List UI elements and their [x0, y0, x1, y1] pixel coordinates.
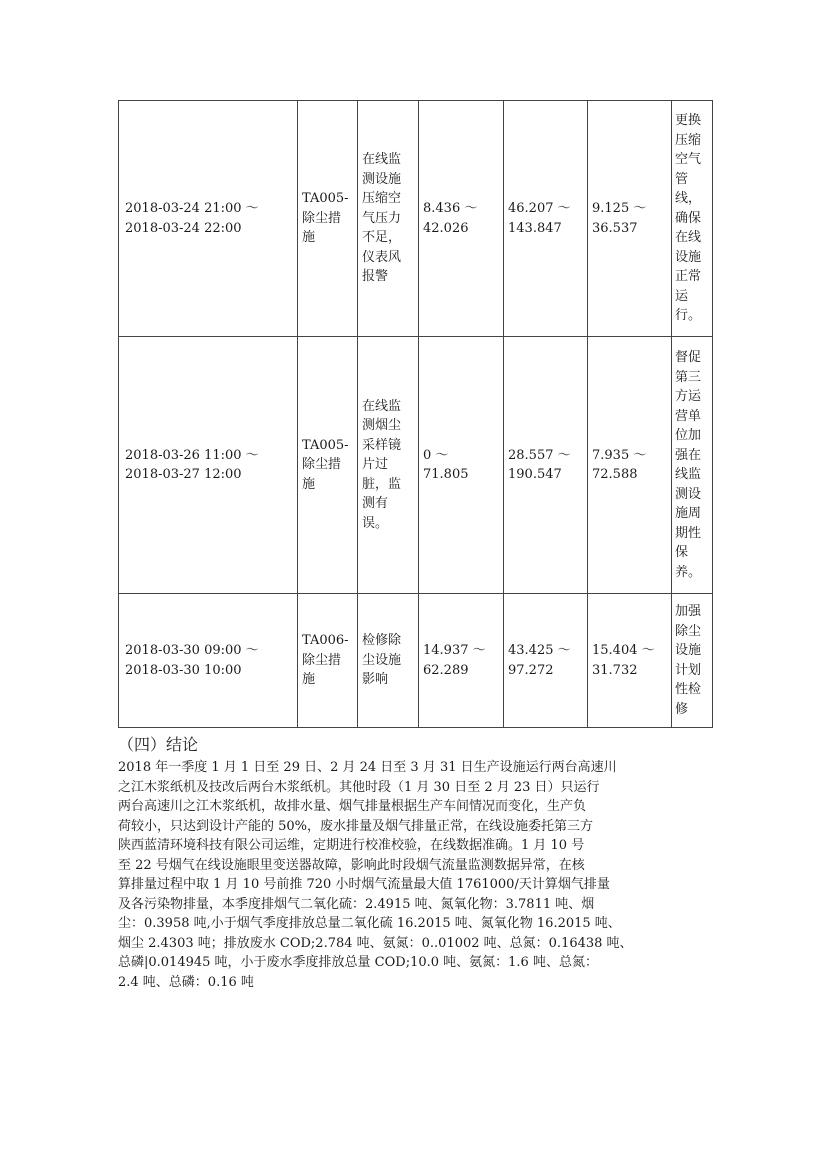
paragraph-line: 及各污染物排量，本季度排烟气二氧化硫：2.4915 吨、氮氧化物：3.7811 吨、烟 — [118, 896, 595, 912]
value1-cell: 0 ～ 71.805 — [419, 337, 504, 594]
measure-cell: 督促 第三 方运 营单 位加 强在 线监 测设 施周 期性 保 养。 — [672, 337, 713, 594]
paragraph-line: 陕西蓝清环境科技有限公司运维，定期进行校准校验，在线数据准确。1 月 10 号 — [118, 838, 585, 853]
measure-cell: 更换 压缩 空气 管 线， 确保 在线 设施 正常 运 行。 — [672, 101, 713, 337]
exception-records-table — [118, 100, 713, 728]
paragraph-line: 2018 年一季度 1 月 1 日至 29 日、2 月 24 日至 3 月 31 日生产设施运行两台高速川 — [118, 760, 617, 775]
facility-cell: TA006- 除尘措 施 — [298, 594, 358, 728]
value1-cell: 8.436 ～ 42.026 — [419, 101, 504, 337]
paragraph-line: 两台高速川之江木浆纸机，故排水量、烟气排量根据生产车间情况而变化，生产负 — [118, 799, 587, 814]
paragraph-line: 尘：0.3958 吨,小于烟气季度排放总量二氧化硫 16.2015 吨、氮氧化物 16.2015 吨、 — [118, 916, 621, 931]
value1-cell: 14.937 ～ 62.289 — [419, 594, 504, 728]
conclusion-paragraph — [118, 758, 710, 992]
table-row — [119, 594, 713, 728]
paragraph-line: 荷较小，只达到设计产能的 50%，废水排量及烟气排量正常，在线设施委托第三方 — [118, 818, 594, 834]
period-cell: 2018-03-26 11:00 ～ 2018-03-27 12:00 — [119, 337, 298, 594]
value2-cell: 28.557 ～ 190.547 — [504, 337, 588, 594]
reason-cell: 在线监 测设施 压缩空 气压力 不足， 仪表风 报警 — [358, 101, 419, 337]
value3-cell: 7.935 ～ 72.588 — [588, 337, 672, 594]
table-row — [119, 337, 713, 594]
reason-cell: 在线监 测烟尘 采样镜 片过 脏，监 测有 误。 — [358, 337, 419, 594]
table-row — [119, 101, 713, 337]
period-cell: 2018-03-24 21:00 ～ 2018-03-24 22:00 — [119, 101, 298, 337]
section-heading: （四）结论 — [118, 735, 199, 754]
value3-cell: 9.125 ～ 36.537 — [588, 101, 672, 337]
paragraph-line: 算排量过程中取 1 月 10 号前推 720 小时烟气流量最大值 1761000/天计算烟气排量 — [118, 877, 610, 892]
facility-cell: TA005- 除尘措 施 — [298, 337, 358, 594]
paragraph-line: 烟尘 2.4303 吨；排放废水 COD;2.784 吨、氨氮：0..01002 吨、总氮：0.16438 吨、 — [118, 935, 633, 951]
paragraph-line: 之江木浆纸机及技改后两台木浆纸机。其他时段（1 月 30 日至 2 月 23 日）只运行 — [118, 779, 600, 795]
value2-cell: 43.425 ～ 97.272 — [504, 594, 588, 728]
paragraph-line: 至 22 号烟气在线设施眼里变送器故障，影响此时段烟气流量监测数据异常，在核 — [118, 857, 585, 873]
measure-cell: 加强 除尘 设施 计划 性检 修 — [672, 594, 713, 728]
period-cell: 2018-03-30 09:00 ～ 2018-03-30 10:00 — [119, 594, 298, 728]
paragraph-line: 2.4 吨、总磷：0.16 吨 — [118, 974, 254, 990]
value2-cell: 46.207 ～ 143.847 — [504, 101, 588, 337]
reason-cell: 检修除 尘设施 影响 — [358, 594, 419, 728]
facility-cell: TA005- 除尘措 施 — [298, 101, 358, 337]
value3-cell: 15.404 ～ 31.732 — [588, 594, 672, 728]
paragraph-line: 总磷|0.014945 吨，小于废水季度排放总量 COD;10.0 吨、氨氮：1.6 吨、总氮： — [118, 955, 598, 970]
